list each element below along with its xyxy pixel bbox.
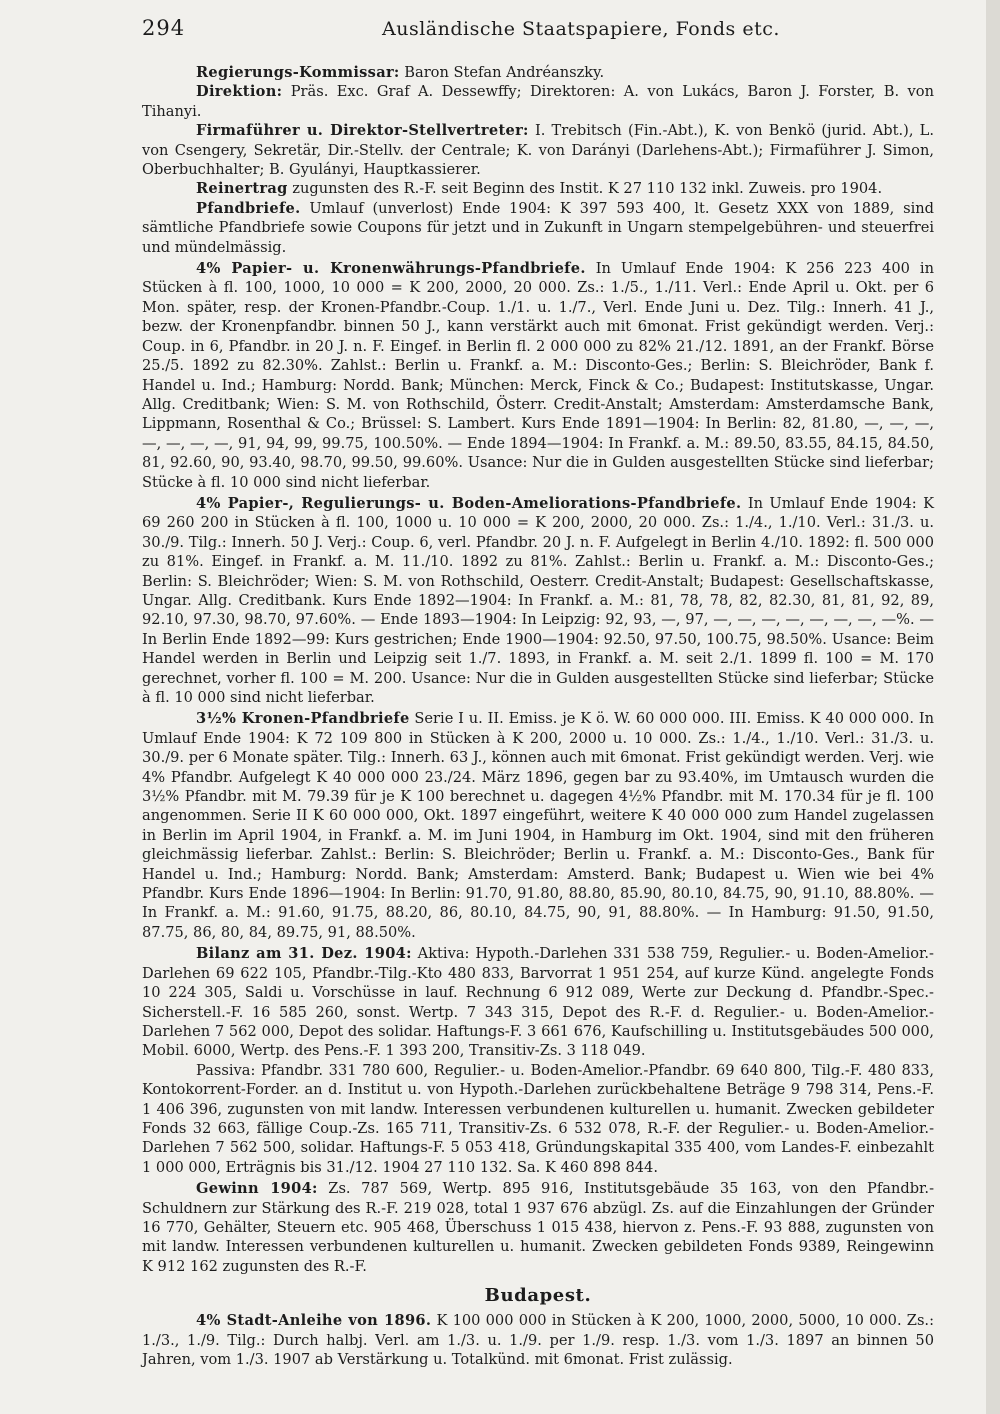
page-header (142, 16, 934, 50)
paragraph-label: 4% Stadt-Anleihe von 1896. (196, 1312, 432, 1330)
paragraph-4pct-kronenwaehrungs-pfandbriefe (142, 259, 934, 492)
paragraph-regierungs-kommissar (142, 63, 934, 82)
paragraph-text: K 100 000 000 in Stücken à K 200, 1000, 2000, 5000, 10 000. Zs.: 1./3., 1./9. Tilg.: Durch halbj. Verl. am 1./3. u. 1./9. per 1./9. resp. 1./3. vom 1./3. 1897 an binnen 50 Jahren, vom 1./3. 1907 ab Verstärkung u. Totalkünd. mit 6monat. Frist zulässig. (142, 1312, 934, 1368)
paragraph-text: Baron Stefan Andréanszky. (399, 64, 605, 81)
paragraph-text: Passiva: Pfandbr. 331 780 600, Regulier.- u. Boden-Amelior.-Pfandbr. 69 640 800, Tilg.-F. 480 833, Kontokorrent-Forder. an d. Institut u. von Hypoth.-Darlehen zurückbehaltene Beträge 9 798 314, Pens.-F. 1 406 396, zugunsten von mit landw. Interessen verbundenen kulturellen u. humanit. Zwecken gebildeter Fonds 32 663, fällige Coup.-Zs. 165 711, Transitiv-Zs. 6 532 078, R.-F. der Regulier.- u. Boden-Amelior.-Darlehen 7 562 500, solidar. Haftungs-F. 5 053 418, Gründungskapital 335 400, vom Landes-F. einbezahlt 1 000 000, Erträgnis bis 31./12. 1904 27 110 132. Sa. K 460 898 844. (142, 1061, 934, 1176)
paragraph-bilanz-passiva (142, 1061, 934, 1177)
running-title: Ausländische Staatspapiere, Fonds etc. (382, 18, 780, 40)
section-heading-budapest: Budapest. (484, 1285, 592, 1307)
paragraph-label: 4% Papier- u. Kronenwährungs-Pfandbriefe. (196, 260, 586, 278)
paragraph-text: Aktiva: Hypoth.-Darlehen 331 538 759, Regulier.- u. Boden-Amelior.-Darlehen 69 622 105, Pfandbr.-Tilg.-Kto 480 833, Barvorrat 1 951 254, auf kurze Künd. angelegte Fonds 10 224 305, Saldi u. Vorschüsse in lauf. Rechnung 6 912 089, Werte zur Deckung d. Pfandbr.-Spec.-Sicherstell.-F. 16 585 260, sonst. Wertp. 7 343 315, Depot des R.-F. d. Regulier.- u. Boden-Amelior.-Darlehen 7 562 000, Depot des solidar. Haftungs-F. 3 661 676, Kaufschilling u. Institutsgebäudes 500 000, Mobil. 6000, Wertp. des Pens.-F. 1 393 200, Transitiv-Zs. 3 118 049. (142, 945, 934, 1060)
page-body (142, 63, 934, 1369)
paragraph-text: Umlauf (unverlost) Ende 1904: K 397 593 400, lt. Gesetz XXX von 1889, sind sämtliche Pfandbriefe sowie Coupons für jetzt und in Zukunft in Ungarn stempelgebühren- und steuerfrei und mündelmässig. (142, 199, 934, 256)
page-edge-shadow (986, 0, 1000, 1414)
paragraph-text: zugunsten des R.-F. seit Beginn des Instit. K 27 110 132 inkl. Zuweis. pro 1904. (287, 180, 883, 198)
paragraph-reinertrag (142, 179, 934, 198)
paragraph-label: Gewinn 1904: (196, 1180, 318, 1198)
paragraph-label: Bilanz am 31. Dez. 1904: (196, 945, 412, 963)
paragraph-label: Direktion: (196, 83, 283, 101)
paragraph-pfandbriefe (142, 199, 934, 257)
paragraph-text: I. Trebitsch (Fin.-Abt.), K. von Benkö (jurid. Abt.), L. von Csengery, Sekretär, Dir.-Stellv. der Centrale; K. von Darányi (Darlehens-Abt.); Firmaführer J. Simon, Oberbuchhalter; B. Gyulányi, Hauptkassierer. (142, 122, 934, 179)
paragraph-label: 3½% Kronen-Pfandbriefe (196, 710, 410, 728)
paragraph-text: In Umlauf Ende 1904: K 69 260 200 in Stücken à fl. 100, 1000 u. 10 000 = K 200, 2000, 20 000. Zs.: 1./4., 1./10. Verl.: 31./3. u. 30./9. Tilg.: Innerh. 50 J. Verj.: Coup. 6, verl. Pfandbr. 20 J. n. F. Aufgelegt in Berlin 4./10. 1892: fl. 500 000 zu 81%. Eingef. in Frankf. a. M. 11./10. 1892 zu 81%. Zahlst.: Berlin u. Frankf. a. M.: Disconto-Ges.; Berlin: S. Bleichröder; Wien: S. M. von Rothschild, Oesterr. Credit-Anstalt; Budapest: Gesellschaftskasse, Ungar. Allg. Creditbank. Kurs Ende 1892—1904: In Frankf. a. M.: 81, 78, 78, 82, 82.30, 81, 81, 92, 89, 92.10, 97.30, 98.70, 97.60%. — Ende 1893—1904: In Leipzig: 92, 93, —, 97, —, —, —, —, —, —, —, —%. — In Berlin Ende 1892—99: Kurs gestrichen; Ende 1900—1904: 92.50, 97.50, 100.75, 98.50%. Usance: Beim Handel werden in Berlin und Leipzig seit 1./7. 1893, in Frankf. a. M. seit 2./1. 1899 fl. 100 = M. 170 gerechnet, vorher fl. 100 = M. 200. Usance: Nur die in Gulden ausgestellten Stücke sind lieferbar; Stücke à fl. 10 000 sind nicht lieferbar. (142, 494, 934, 706)
paragraph-label: Regierungs-Kommissar: (196, 64, 400, 81)
paragraph-stadt-anleihe-1896 (142, 1311, 934, 1369)
paragraph-text: Serie I u. II. Emiss. je K ö. W. 60 000 000. III. Emiss. K 40 000 000. In Umlauf Ende 1904: K 72 109 800 in Stücken à K 200, 2000 u. 10 000. Zs.: 1./4., 1./10. Verl.: 31./3. u. 30./9. per 6 Monate später. Tilg.: Innerh. 63 J., können auch mit 6monat. Frist gekündigt werden. Verj. wie 4% Pfandbr. Aufgelegt K 40 000 000 23./24. März 1896, gegen bar zu 93.40%, im Umtausch wurden die 3½% Pfandbr. mit M. 79.39 für je K 100 berechnet u. dagegen 4½% Pfandbr. mit M. 170.34 für je fl. 100 angenommen. Serie II K 60 000 000, Okt. 1897 eingeführt, weitere K 40 000 000 zum Handel zugelassen in Berlin im April 1904, in Frankf. a. M. im Juni 1904, in Hamburg im Okt. 1904, sind mit den früheren gleichmässig lieferbar. Zahlst.: Berlin: S. Bleichröder; Berlin u. Frankf. a. M.: Disconto-Ges., Bank für Handel u. Ind.; Hamburg: Nordd. Bank; Amsterdam: Amsterd. Bank; Budapest u. Wien wie bei 4% Pfandbr. Kurs Ende 1896—1904: In Berlin: 91.70, 91.80, 88.80, 85.90, 80.10, 84.75, 90, 91.10, 88.80%. — In Frankf. a. M.: 91.60, 91.75, 88.20, 86, 80.10, 84.75, 90, 91, 88.80%. — In Hamburg: 91.50, 91.50, 87.75, 86, 80, 84, 89.75, 91, 88.50%. (142, 710, 934, 941)
paragraph-firmafuehrer (142, 121, 934, 179)
paragraph-text: Zs. 787 569, Wertp. 895 916, Institutsgebäude 35 163, von den Pfandbr.-Schuldnern zur Stärkung des R.-F. 219 028, total 1 937 676 abzügl. Zs. auf die Einzahlungen der Gründer 16 770, Gehälter, Steuern etc. 905 468, Überschuss 1 015 438, hiervon z. Pens.-F. 93 888, zugunsten von mit landw. Interessen verbundenen kulturellen u. humanit. Zwecken gebildeten Fonds 9389, Reingewinn K 912 162 zugunsten des R.-F. (142, 1180, 935, 1275)
paragraph-text: Präs. Exc. Graf A. Dessewffy; Direktoren: A. von Lukács, Baron J. Forster, B. von Tihanyi. (142, 83, 934, 120)
paragraph-label: Pfandbriefe. (196, 199, 301, 217)
paragraph-4pct-regulierungs-pfandbriefe (142, 494, 934, 707)
paragraph-gewinn (142, 1179, 934, 1276)
paragraph-label: Reinertrag (196, 180, 288, 198)
paragraph-label: Firmaführer u. Direktor-Stellvertreter: (196, 122, 529, 140)
paragraph-label: 4% Papier-, Regulierungs- u. Boden-Ameliorations-Pfandbriefe. (196, 494, 742, 512)
page-number: 294 (142, 16, 186, 40)
paragraph-text: In Umlauf Ende 1904: K 256 223 400 in Stücken à fl. 100, 1000, 10 000 = K 200, 2000, 20 000. Zs.: 1./5., 1./11. Verl.: Ende April u. Okt. per 6 Mon. später, resp. der Kronen-Pfandbr.-Coup. 1./1. u. 1./7., Verl. Ende Juni u. Dez. Tilg.: Innerh. 41 J., bezw. der Kronenpfandbr. binnen 50 J., kann verstärkt auch mit 6monat. Frist gekündigt werden. Verj.: Coup. in 6, Pfandbr. in 20 J. n. F. Eingef. in Berlin fl. 2 000 000 zu 82% 21./12. 1891, an der Frankf. Börse 25./5. 1892 zu 82.30%. Zahlst.: Berlin u. Frankf. a. M.: Disconto-Ges.; Berlin: S. Bleichröder, Bank f. Handel u. Ind.; Hamburg: Nordd. Bank; München: Merck, Finck & Co.; Budapest: Institutskasse, Ungar. Allg. Creditbank; Wien: S. M. von Rothschild, Österr. Credit-Anstalt; Amsterdam: Amsterdamsche Bank, Lippmann, Rosenthal & Co.; Brüssel: S. Lambert. Kurs Ende 1891—1904: In Berlin: 82, 81.80, —, —, —, —, —, —, —, 91, 94, 99, 99.75, 100.50%. — Ende 1894—1904: In Frankf. a. M.: 89.50, 83.55, 84.15, 84.50, 81, 92.60, 90, 93.40, 98.70, 99.50, 99.60%. Usance: Nur die in Gulden ausgestellten Stücke sind lieferbar; Stücke à fl. 10 000 sind nicht lieferbar. (142, 260, 934, 491)
paragraph-3-5pct-kronen-pfandbriefe (142, 709, 934, 942)
paragraph-bilanz-aktiva (142, 944, 934, 1060)
paragraph-direktion (142, 82, 934, 121)
